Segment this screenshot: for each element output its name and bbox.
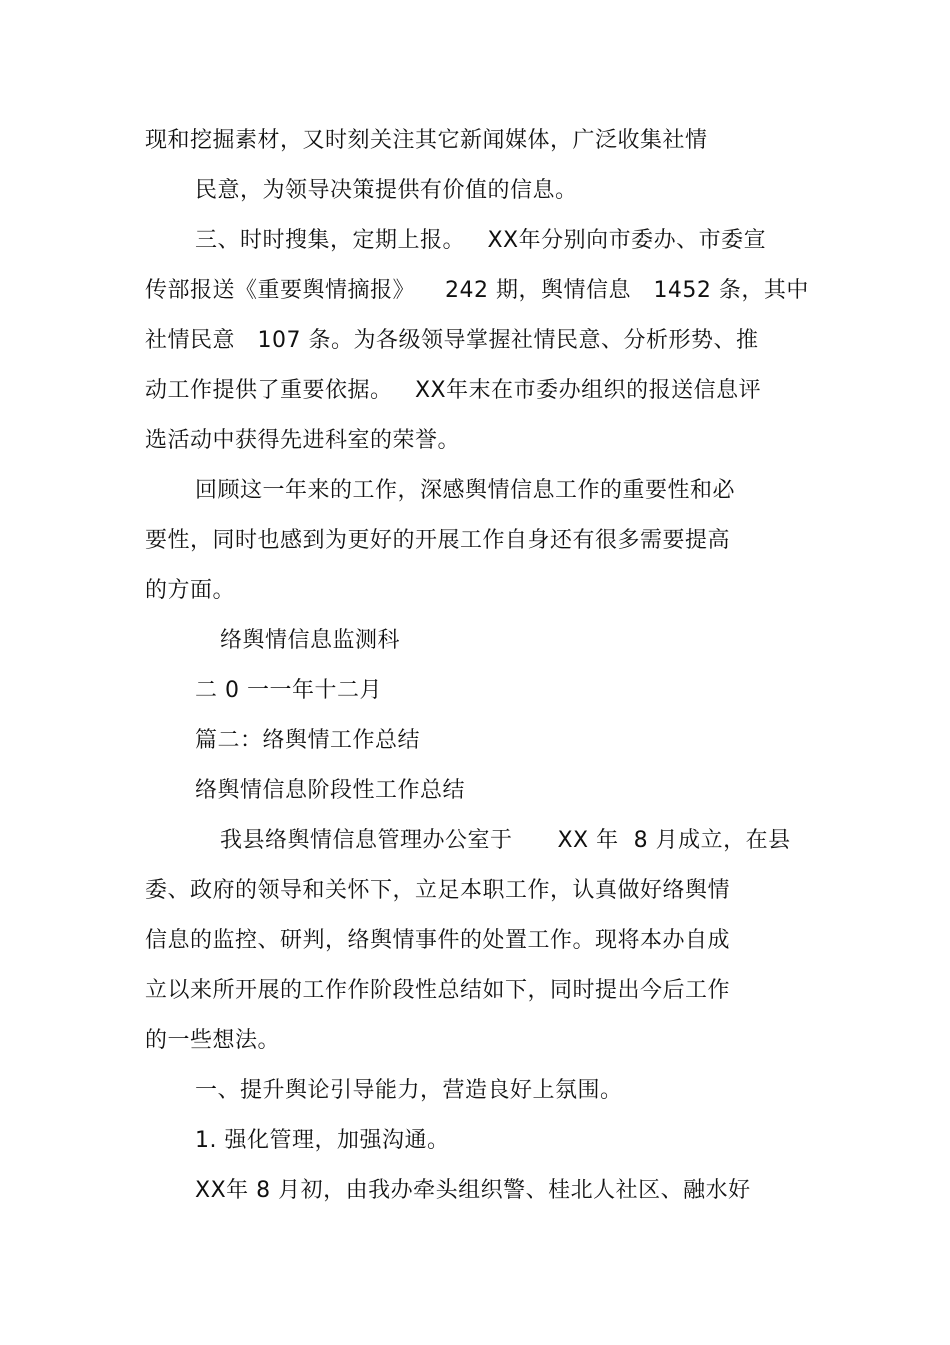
subheading-1-1: 1. 强化管理，加强沟通。 [195, 1128, 450, 1153]
signature-date: 二 0 一一年十二月 [195, 678, 382, 703]
body-line-5: 社情民意 107 条。为各级领导掌握社情民意、分析形势、推 [145, 328, 759, 353]
body-line-22: XX年 8 月初，由我办牵头组织警、桂北人社区、融水好 [195, 1178, 751, 1203]
body-line-18: 立以来所开展的工作作阶段性总结如下，同时提出今后工作 [145, 978, 731, 1003]
article-title: 络舆情信息阶段性工作总结 [195, 778, 466, 803]
body-line-7: 选活动中获得先进科室的荣誉。 [145, 428, 461, 453]
body-line-15: 我县络舆情信息管理办公室于 XX 年 8 月成立，在县 [220, 828, 791, 853]
body-line-17: 信息的监控、研判，络舆情事件的处置工作。现将本办自成 [145, 928, 731, 953]
body-line-19: 的一些想法。 [145, 1028, 281, 1053]
body-line-6: 动工作提供了重要依据。 XX年末在市委办组织的报送信息评 [145, 378, 762, 403]
body-line-2: 民意，为领导决策提供有价值的信息。 [195, 178, 578, 203]
body-line-1: 现和挖掘素材，又时刻关注其它新闻媒体，广泛收集社情 [145, 128, 708, 153]
subheading-1: 一、提升舆论引导能力，营造良好上氛围。 [195, 1078, 623, 1103]
body-line-10: 的方面。 [145, 578, 236, 603]
body-line-8: 回顾这一年来的工作，深感舆情信息工作的重要性和必 [195, 478, 736, 503]
body-line-3: 三、时时搜集，定期上报。 XX年分别向市委办、市委宣 [195, 228, 767, 253]
signature-department: 络舆情信息监测科 [220, 628, 401, 653]
body-line-9: 要性，同时也感到为更好的开展工作自身还有很多需要提高 [145, 528, 731, 553]
body-line-4: 传部报送《重要舆情摘报》 242 期，舆情信息 1452 条，其中 [145, 278, 809, 303]
body-line-16: 委、政府的领导和关怀下，立足本职工作，认真做好络舆情 [145, 878, 731, 903]
section-heading: 篇二：络舆情工作总结 [195, 728, 421, 753]
